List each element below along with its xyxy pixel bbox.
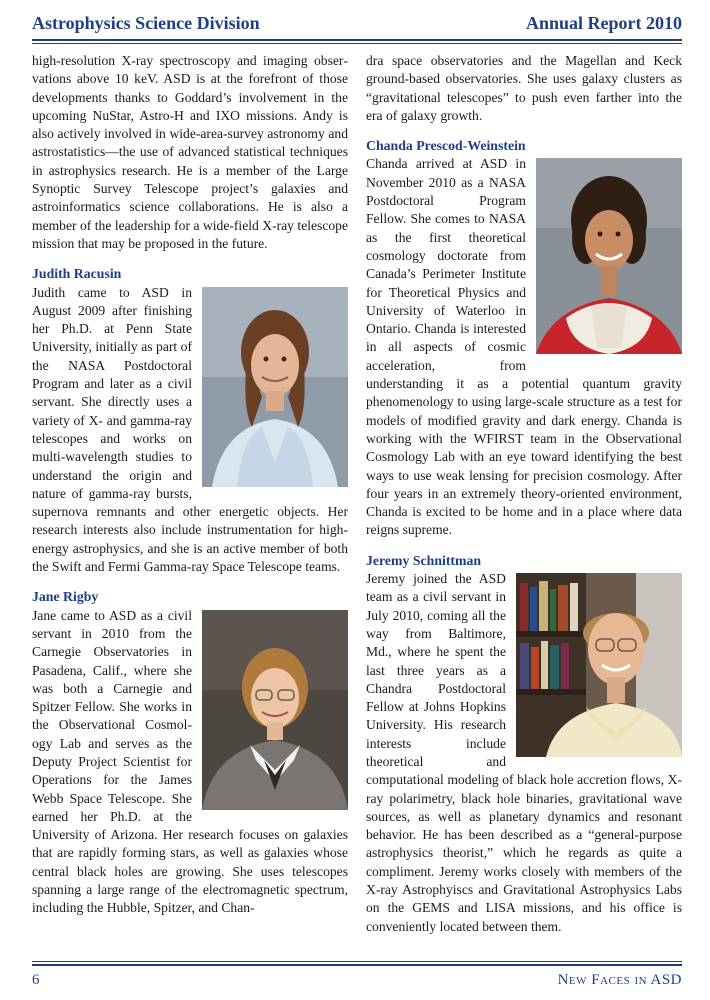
judith-racusin-heading: Judith Racusin [32,266,122,282]
andy-continued-text: high-resolution X-ray spectroscopy and imaging observations above 10 keV. ASD is at the forefront of those developments thanks to Goddard’s involvement in the upcoming NuStar, Astro-H and IXO missions. Andy is also actively involved in wide-area-survey astronomy and astrostatistics—the use of advanced statistical techniques in astrophysics research. He is a member of the Large Synoptic Survey Telescope project’s galaxies and astroinformatics science collaborations. He is also a member of the leadership for a wide-field X-ray telescope mission that may be proposed in the future. [32,53,348,251]
header-rule [32,39,682,41]
judith-racusin-bio: Judith came to ASD in August 2009 after finishing her Ph.D. at Penn State University, initially as part of the NASA Postdoctoral Program and later as a civil servant. She directly uses a variety of X- and gamma-ray telescopes and works on multi-wavelength studies to understand the origin and nature of gamma-ray bursts, supernova remnants and other energetic objects. Her research interests also include instrumentation for high-energy astrophysics, and she is an active member of both the Swift and Fermi Gamma-ray Space Telescope teams. [32,284,348,575]
page-number: 6 [32,972,40,988]
footer-rule-thin [32,961,682,962]
jane-rigby-bio: Jane came to ASD as a civil servant in 2010 from the Carnegie Observatories in Pasadena, Calif., where she was both a Carnegie and Spitzer Fellow. She works in the Observational Cosmology Lab and serves as the Deputy Project Scientist for Operations for the James Webb Space Telescope. She earned her Ph.D. at the University of Arizona. Her research focuses on galaxies that are rapidly forming stars, as well as galaxies whose central black holes are growing. She uses telescopes spanning a large range of the electromagnetic spectrum, including the Hubble, Spitzer, and Chan- [32,607,348,916]
report-title: Annual Report 2010 [525,13,682,33]
section-title: New Faces in ASD [557,972,682,988]
judith-racusin-photo [202,287,348,487]
jeremy-schnittman-photo [516,573,682,757]
page-header [32,13,682,39]
jane-rigby-heading: Jane Rigby [32,589,99,605]
jane-continued-text: dra space observatories and the Magellan and Keck ground-based observatories. She uses galaxy clusters as “gravitational telescopes” to push even farther into the era of galaxy growth. [366,53,682,123]
chanda-prescod-weinstein-photo [536,158,682,354]
left-column [32,52,348,918]
jeremy-schnittman-bio: Jeremy joined the ASD team as a civil servant in July 2010, coming all the way from Baltimore, Md., where he spent the last three years as a Chandra Postdoctoral Fellow at Johns Hopkins University. His research interests include theoretical and computational modeling of black hole accretion flows, X-ray polarimetry, black hole binaries, gravitational wave sources, as well as planetary dynamics and resonant behavior. He has been described as a “general-purpose astrophysics theorist,” which he regards as quite a compliment. Jeremy works closely with members of the X-ray Astrophyiscs and Gravitational Astrophysics Labs on the GEMS and LISA missions, and his office is conveniently located between them. [366,571,682,934]
chanda-prescod-weinstein-heading: Chanda Prescod-Weinstein [366,138,526,154]
division-title: Astrophysics Science Division [32,13,260,33]
chanda-prescod-weinstein-bio: Chanda arrived at ASD in November 2010 as a NASA Postdoctoral Program Fellow. She comes to NASA as the first theoretical cosmology doctorate from Canada’s Perimeter Institute for Theoretical Physics and University of Waterloo in Ontario. Chanda is interested in all aspects of cosmic acceleration, from understanding it as a potential quantum gravity phenomenology to using large-scale structure as a test for models of modified gravity and dark energy. Chanda is working with the WFIRST team in the Observational Cosmology Lab with an eye toward identifying the best ways to use weak lensing for precision cosmology. After four years in an extremely theory-oriented environment, Chanda is excited to be home and in a place where data reigns supreme. [366,156,682,538]
jeremy-schnittman-heading: Jeremy Schnittman [366,552,482,568]
header-rule-thin [32,43,682,44]
footer-rule [32,964,682,966]
right-column [366,52,682,936]
jane-rigby-photo [202,610,348,810]
